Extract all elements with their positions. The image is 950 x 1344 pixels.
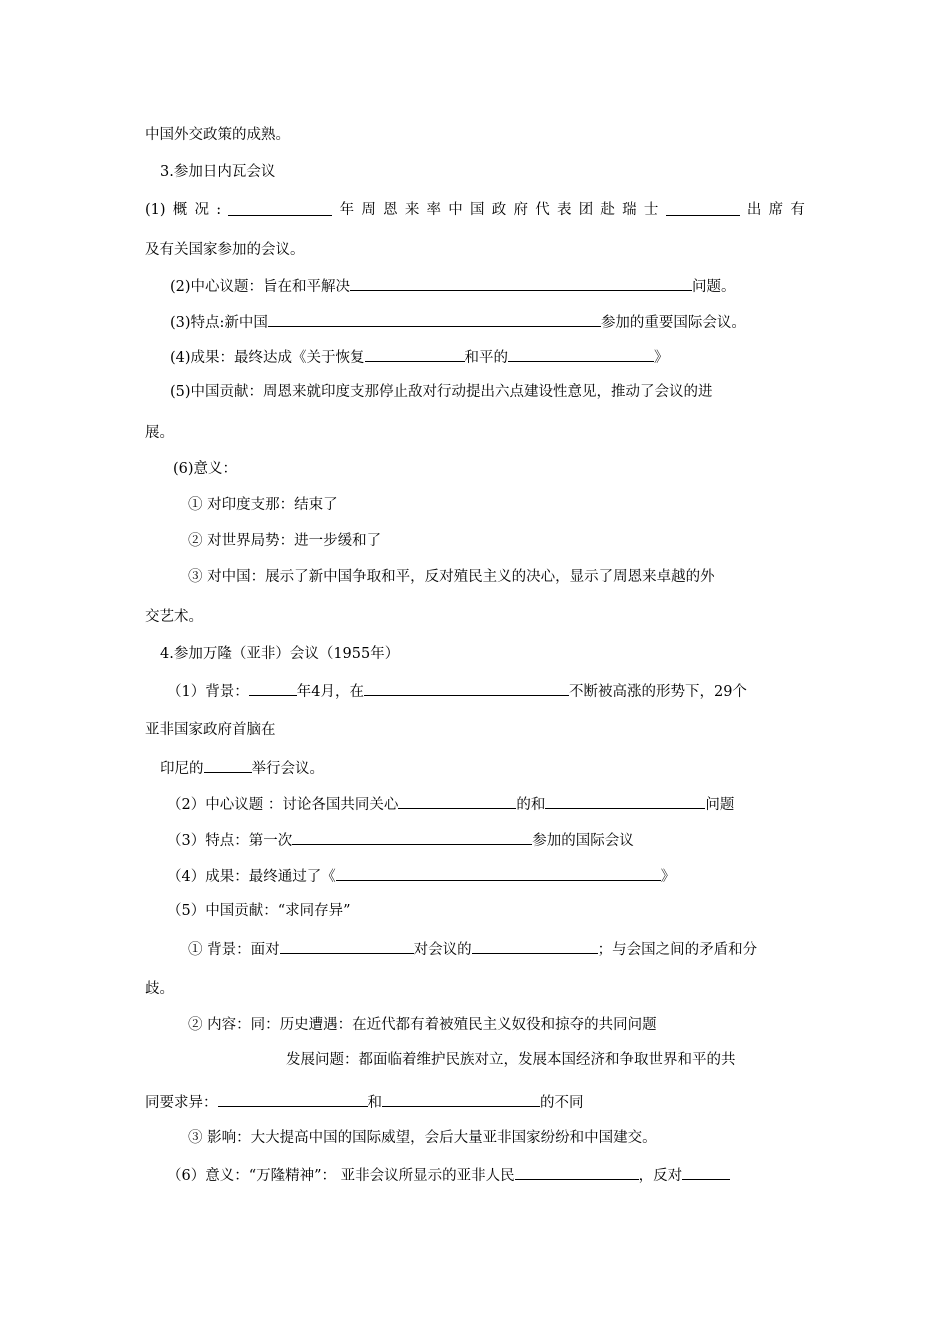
overview-char: 政	[491, 202, 507, 218]
overview-char: 年	[339, 202, 355, 218]
s4-background-line	[167, 680, 747, 702]
text-line: 亚非国家政府首脑在	[145, 722, 276, 738]
label: 的不同	[540, 1095, 584, 1111]
fill-blank[interactable]	[508, 346, 654, 362]
label: 的和	[516, 797, 546, 813]
overview-char: (1)	[145, 202, 166, 218]
overview-char: 代	[535, 202, 550, 218]
s4-differences-line	[145, 1091, 584, 1113]
text-line: ③ 对中国：展示了新中国争取和平，反对殖民主义的决心，显示了周恩来卓越的外	[188, 569, 715, 585]
fill-blank[interactable]	[249, 680, 297, 696]
label: (2)中心议题：旨在和平解决	[170, 279, 351, 295]
fill-blank[interactable]	[218, 1091, 368, 1107]
text-line: （5）中国贡献：“求同存异”	[167, 903, 351, 919]
label: （3）特点：第一次	[167, 833, 293, 849]
overview-char: 况	[194, 202, 210, 218]
text-line: (5)中国贡献：周恩来就印度支那停止敌对行动提出六点建设性意见，推动了会议的进	[170, 384, 713, 400]
s3-overview-line	[145, 200, 805, 220]
text-line	[160, 757, 324, 779]
overview-char: 来	[404, 202, 420, 218]
fill-blank[interactable]	[336, 865, 661, 881]
label: ，反对	[638, 1168, 683, 1184]
s4-result-line	[167, 865, 675, 887]
label: 参加的国际会议	[532, 833, 634, 849]
overview-char: 士	[643, 202, 659, 218]
overview-char: 恩	[383, 202, 398, 218]
label: ；与会国之间的矛盾和分	[597, 942, 758, 958]
fill-blank[interactable]	[364, 680, 569, 696]
overview-char: 表	[556, 202, 572, 218]
fill-blank[interactable]	[280, 938, 414, 954]
s4-topic-line	[167, 793, 734, 815]
label: 不断被高涨的形势下，29个	[568, 684, 747, 700]
overview-char: :	[216, 202, 222, 218]
label: 举行会议。	[251, 761, 324, 777]
text-line: 及有关国家参加的会议。	[145, 242, 305, 258]
s3-result-line	[170, 346, 669, 368]
overview-char: 瑞	[622, 202, 637, 218]
fill-blank[interactable]	[682, 1164, 730, 1180]
label: 问题。	[692, 279, 736, 295]
text-line: ② 对世界局势：进一步缓和了	[188, 533, 382, 549]
label: 参加的重要国际会议。	[600, 315, 746, 331]
overview-char: 府	[513, 202, 528, 218]
label: 和	[367, 1095, 382, 1111]
text-line: 中国外交政策的成熟。	[145, 127, 290, 143]
label: (4)成果：最终达成《关于恢复	[170, 350, 365, 366]
s4-contrib-background-line	[188, 938, 757, 960]
label: （6）意义：“万隆精神”： 亚非会议所显示的亚非人民	[167, 1168, 515, 1184]
s4-significance-line	[167, 1164, 730, 1186]
text-line: 发展问题：都面临着维护民族对立，发展本国经济和争取世界和平的共	[286, 1052, 736, 1068]
fill-blank[interactable]	[666, 200, 740, 216]
label: 问题	[705, 797, 735, 813]
label: 对会议的	[413, 942, 472, 958]
label: （1）背景：	[167, 684, 249, 700]
label: ① 背景：面对	[188, 942, 280, 958]
overview-char: 国	[470, 202, 485, 218]
text-line: ③ 影响：大大提高中国的国际威望，会后大量亚非国家纷纷和中国建交。	[188, 1130, 657, 1146]
fill-blank[interactable]	[515, 1164, 639, 1180]
fill-blank[interactable]	[204, 757, 252, 773]
section-3-heading: 3.参加日内瓦会议	[160, 164, 276, 180]
text-line: (6)意义：	[173, 461, 238, 477]
s3-feature-line	[170, 311, 746, 333]
overview-char: 出	[746, 202, 762, 218]
label: 和平的	[464, 350, 509, 366]
fill-blank[interactable]	[350, 275, 692, 291]
label: (3)特点:新中国	[170, 315, 268, 331]
fill-blank[interactable]	[292, 829, 532, 845]
text-line: 歧。	[145, 981, 174, 997]
text-line: 交艺术。	[145, 609, 203, 625]
overview-char: 有	[790, 202, 805, 218]
overview-char: 周	[361, 202, 376, 218]
fill-blank[interactable]	[472, 938, 598, 954]
label: （2）中心议题 ：讨论各国共同关心	[167, 797, 399, 813]
fill-blank[interactable]	[398, 793, 516, 809]
overview-char: 概	[172, 202, 188, 218]
label: 年4月，在	[296, 684, 364, 700]
overview-char: 团	[578, 202, 594, 218]
fill-blank[interactable]	[365, 346, 465, 362]
overview-char: 赴	[600, 202, 615, 218]
text-line: 展。	[145, 425, 174, 441]
overview-char: 率	[426, 202, 442, 218]
label: 》	[660, 869, 676, 885]
fill-blank[interactable]	[268, 311, 601, 327]
label: （4）成果：最终通过了《	[167, 869, 336, 885]
fill-blank[interactable]	[382, 1091, 540, 1107]
s3-topic-line	[170, 275, 736, 297]
label: 印尼的	[160, 761, 204, 777]
section-4-heading: 4.参加万隆（亚非）会议（1955年）	[160, 646, 400, 662]
label: 同要求异：	[145, 1095, 218, 1111]
fill-blank[interactable]	[228, 200, 332, 216]
text-line: ① 对印度支那：结束了	[188, 497, 338, 513]
s4-feature-line	[167, 829, 634, 851]
overview-char: 中	[448, 202, 463, 218]
overview-char: 席	[768, 202, 784, 218]
text-line: ② 内容：同：历史遭遇：在近代都有着被殖民主义奴役和掠夺的共同问题	[188, 1017, 657, 1033]
fill-blank[interactable]	[545, 793, 705, 809]
label: 》	[654, 350, 669, 366]
